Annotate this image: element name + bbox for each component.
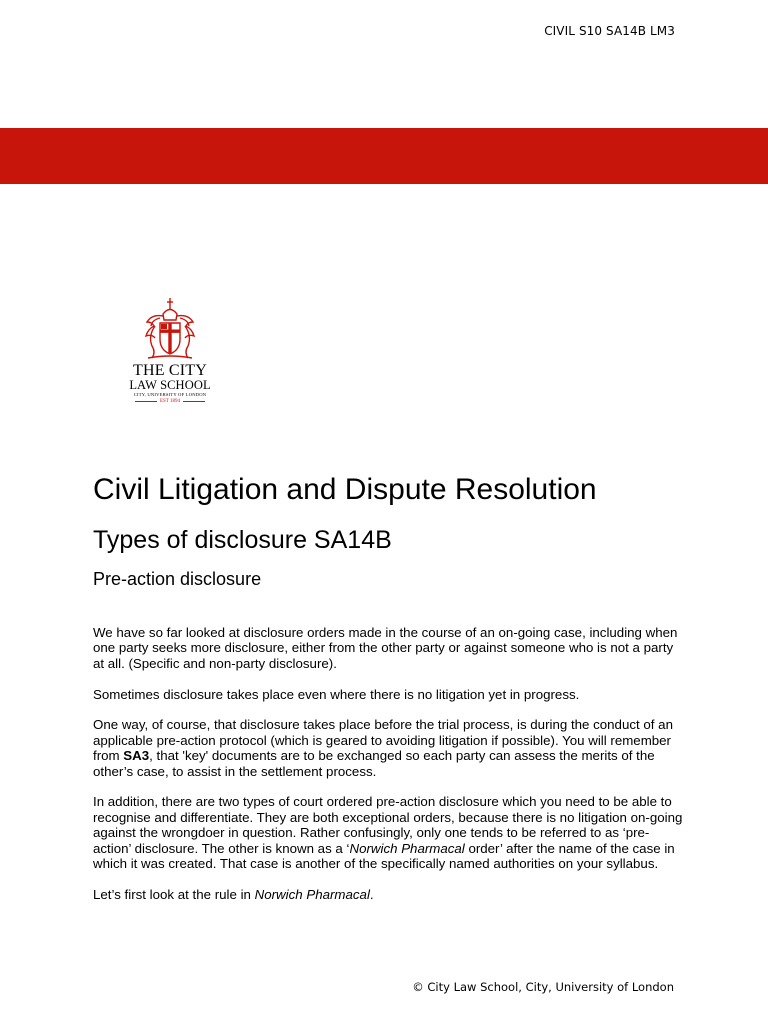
- paragraph-1: We have so far looked at disclosure orders made in the course of an on-going case, including when one party seeks more disclosure, either from the other party or against someone who is not a party at all. (Specific and non-party disclosure).: [93, 625, 678, 671]
- logo-line-1: THE CITY: [132, 362, 208, 379]
- paragraph-3: [93, 717, 683, 779]
- case-name-norwich-pharmacal-2: Norwich Pharmacal: [254, 886, 370, 902]
- header-banner: [0, 128, 768, 184]
- logo-rule-left: [135, 401, 157, 402]
- logo-established: [124, 398, 216, 405]
- paragraph-4-text-a: In addition, there are two types of court ordered pre-action disclosure which you need to be able to recognise and differentiate. They are both exceptional orders, because there is no litigation on-going against the wrongdoer in question. Rather confusingly, only one tends to be referred to as ‘pre-action’ disclosure. The other is known as a ‘: [93, 794, 683, 856]
- paragraph-2: Sometimes disclosure takes place even where there is no litigation yet in progress.: [93, 686, 580, 702]
- paragraph-3-text-b: , that 'key' documents are to be exchanged so each party can assess the merits of the other’s case, to assist in the settlement process.: [93, 748, 655, 779]
- document-title: Civil Litigation and Dispute Resolution: [93, 473, 597, 506]
- paragraph-5: [93, 887, 683, 902]
- paragraph-5-text-a: Let’s first look at the rule in: [93, 886, 255, 902]
- case-name-norwich-pharmacal: Norwich Pharmacal: [349, 840, 465, 856]
- document-reference: CIVIL S10 SA14B LM3: [544, 24, 675, 38]
- logo-rule-right: [183, 401, 205, 402]
- paragraph-4-text-b: order’ after the name of the case in which it was created. That case is another of the specifically named authorities on your syllabus.: [93, 840, 675, 872]
- coat-of-arms-icon: [138, 296, 202, 362]
- paragraph-4: [93, 794, 683, 871]
- logo-line-2: LAW SCHOOL: [129, 378, 211, 392]
- copyright-footer: © City Law School, City, University of London: [412, 980, 674, 994]
- section-heading: Pre-action disclosure: [93, 569, 262, 589]
- paragraph-5-text-b: .: [369, 886, 374, 902]
- body-text: [93, 625, 683, 918]
- logo-line-4: EST 1894: [159, 399, 181, 404]
- logo-line-3: CITY, UNIVERSITY OF LONDON: [133, 392, 207, 397]
- city-law-school-logo: [124, 296, 216, 416]
- document-subtitle: Types of disclosure SA14B: [93, 526, 392, 554]
- sa3-reference: SA3: [123, 748, 150, 764]
- paragraph-3-text-a: One way, of course, that disclosure takes place before the trial process, is during the conduct of an applicable pre-action protocol (which is geared to avoiding litigation if possible). You will remember from: [93, 717, 673, 764]
